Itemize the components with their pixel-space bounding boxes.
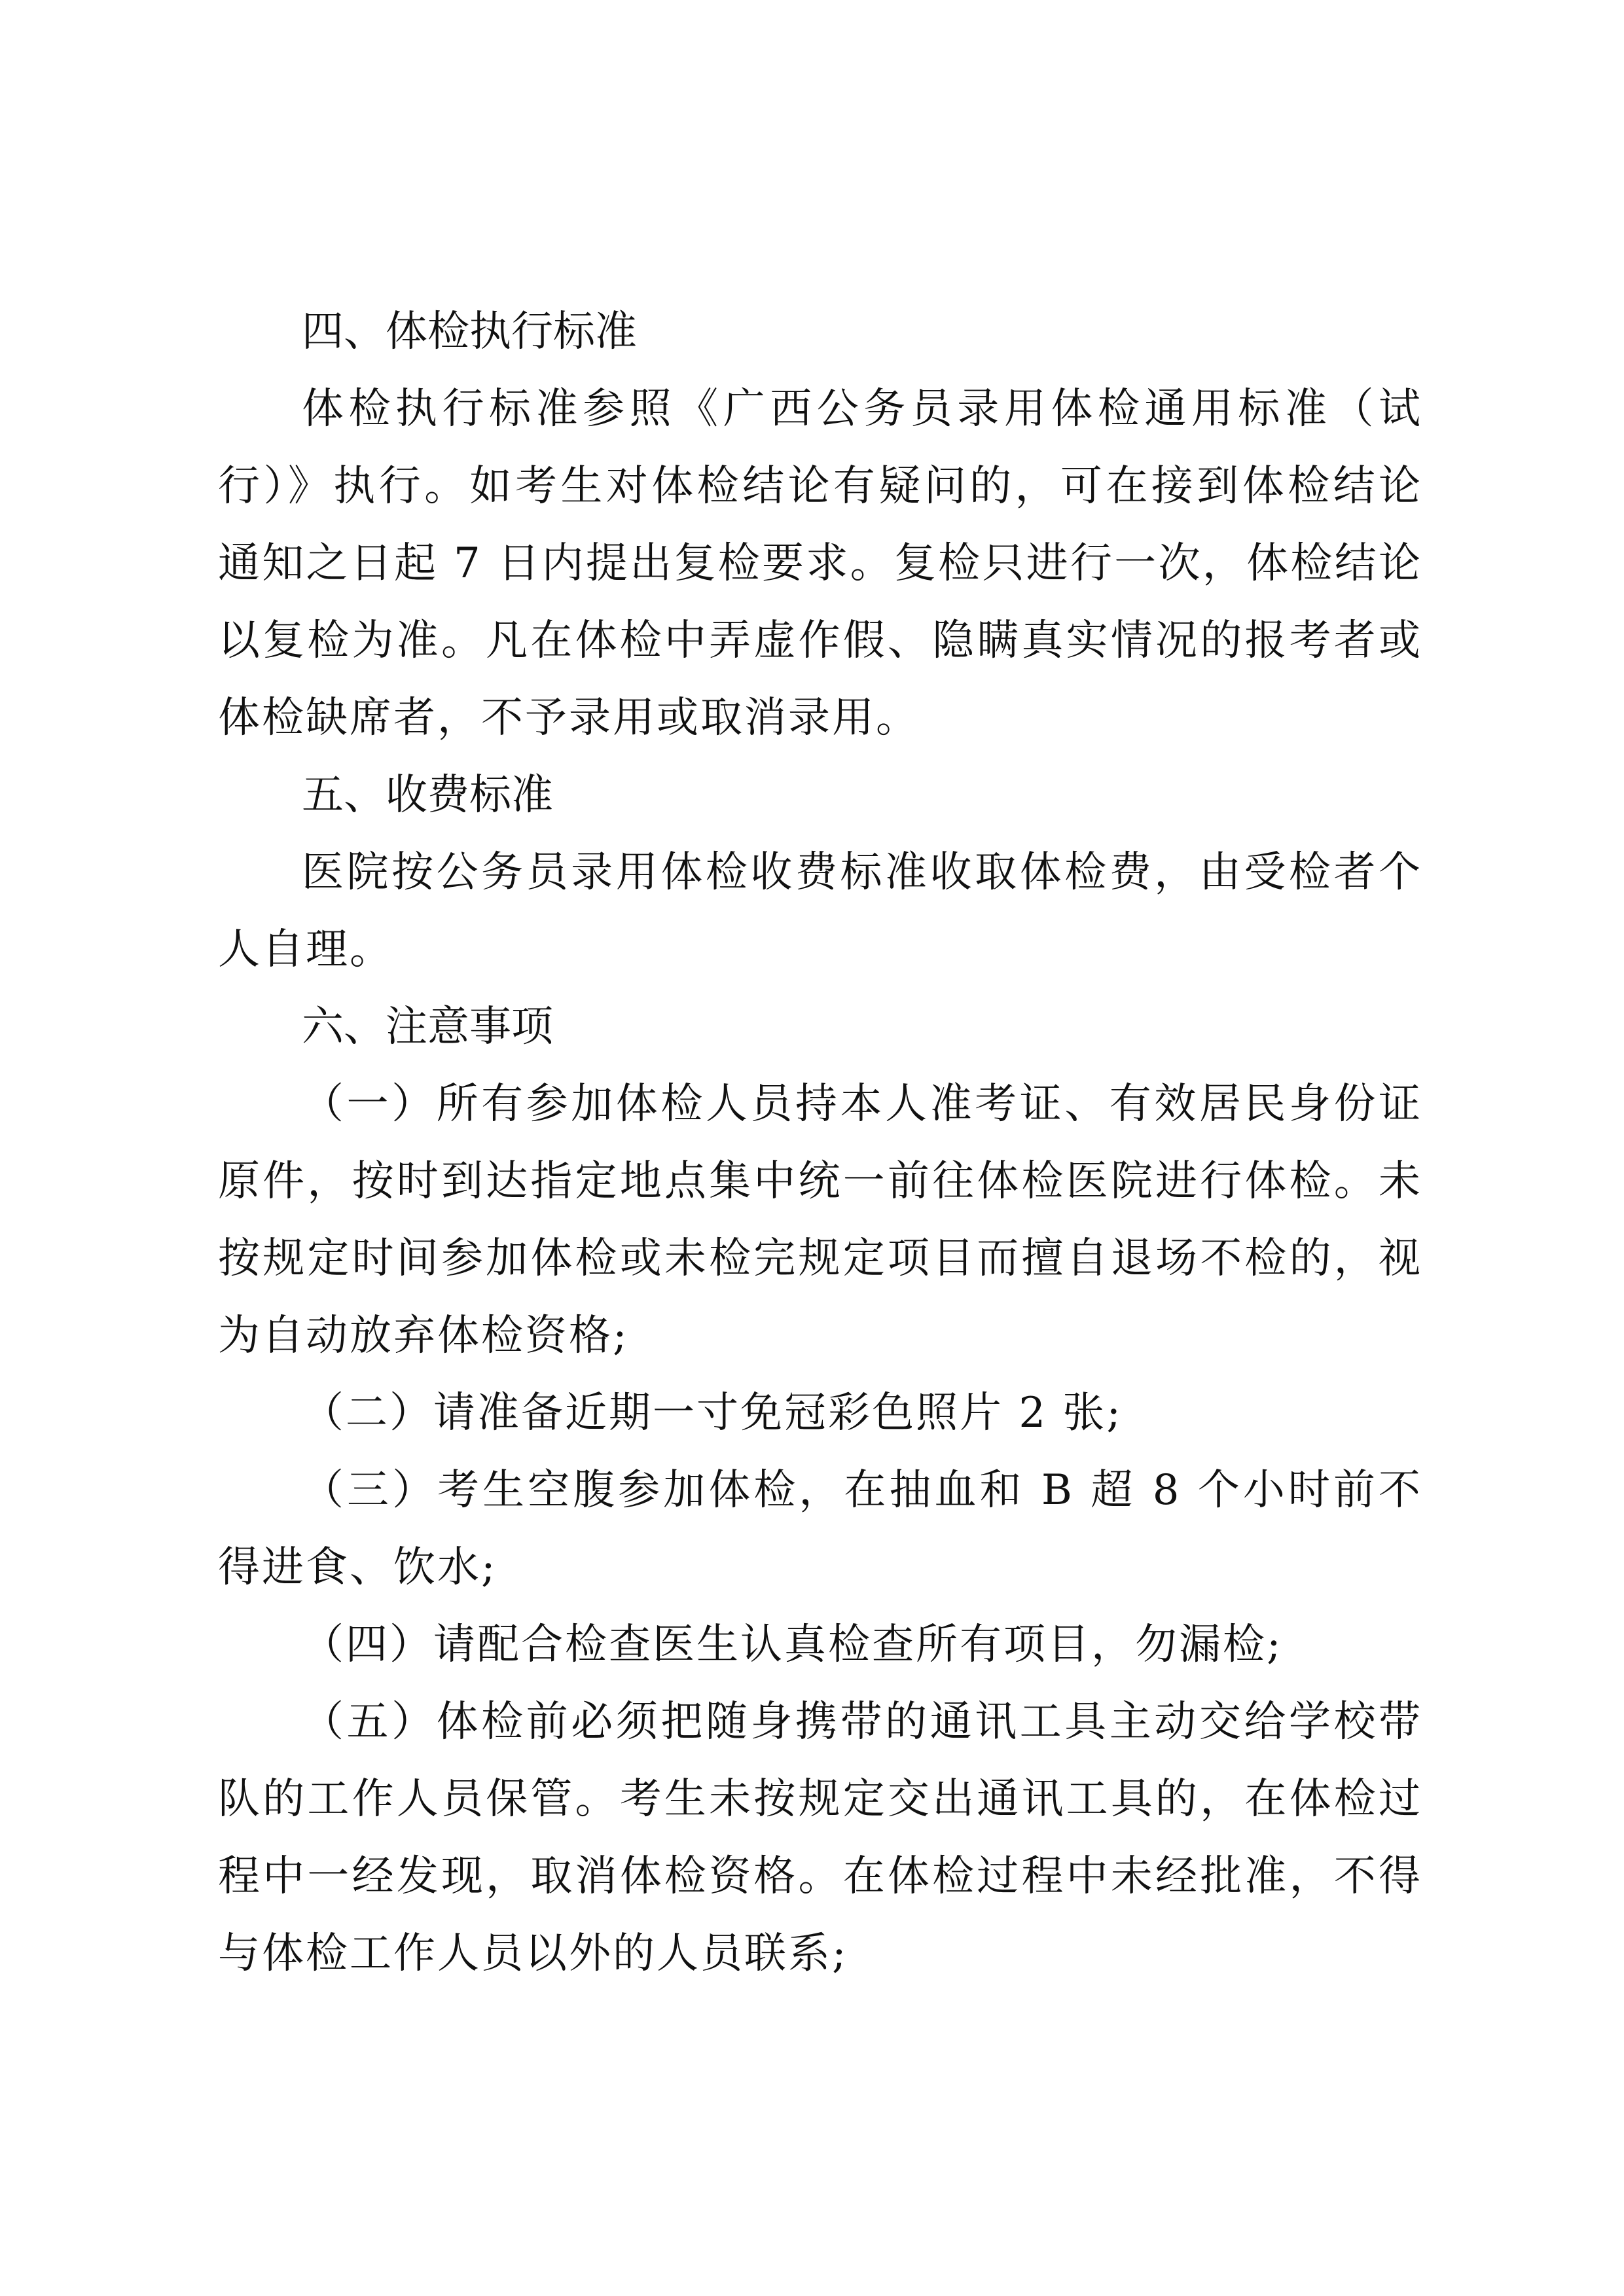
- document-body: [218, 293, 1422, 1992]
- note-item-2: （二）请准备近期一寸免冠彩色照片 2 张;: [302, 1389, 1123, 1437]
- section-heading-notes: 六、注意事项: [302, 1003, 553, 1051]
- section-heading-exam-standard: 四、体检执行标准: [302, 308, 637, 356]
- note-item-1: （一）所有参加体检人员持本人准考证、有效居民身份证原件，按时到达指定地点集中统一前往体检医院进行体检。未按规定时间参加体检或未检完规定项目而擅自退场不检的，视为自动放弃体检资格;: [218, 1080, 1422, 1360]
- paragraph-fee-standard: 医院按公务员录用体检收费标准收取体检费，由受检者个人自理。: [218, 848, 1422, 974]
- section-heading-fee-standard: 五、收费标准: [302, 771, 553, 819]
- note-item-5: （五）体检前必须把随身携带的通讯工具主动交给学校带队的工作人员保管。考生未按规定交出通讯工具的，在体检过程中一经发现，取消体检资格。在体检过程中未经批准，不得与体检工作人员以外的人员联系;: [218, 1698, 1422, 1978]
- paragraph-exam-standard: 体检执行标准参照《广西公务员录用体检通用标准（试行）》执行。如考生对体检结论有疑问的，可在接到体检结论通知之日起 7 日内提出复检要求。复检只进行一次，体检结论以复检为准。凡在体检中弄虚作假、隐瞒真实情况的报考者或体检缺席者，不予录用或取消录用。: [218, 385, 1422, 742]
- note-item-4: （四）请配合检查医生认真检查所有项目，勿漏检;: [302, 1621, 1283, 1669]
- note-item-3: （三）考生空腹参加体检，在抽血和 B 超 8 个小时前不得进食、饮水;: [218, 1466, 1422, 1592]
